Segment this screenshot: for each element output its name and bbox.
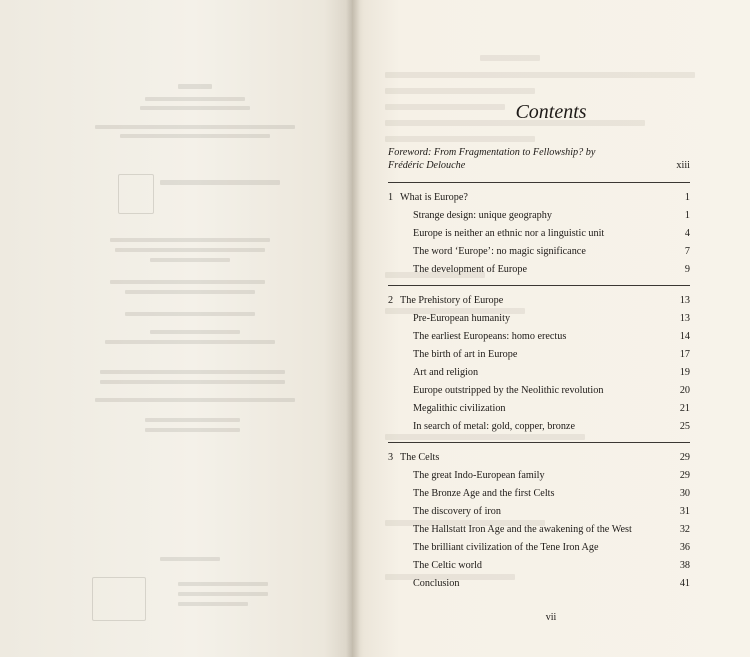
chapter-entry bbox=[388, 292, 694, 310]
show-through-text bbox=[95, 398, 295, 402]
section-title: The word ‘Europe’: no magic significance bbox=[413, 246, 586, 257]
section-page: 19 bbox=[679, 367, 690, 378]
show-through-text bbox=[160, 557, 220, 561]
show-through-text bbox=[385, 136, 535, 142]
table-of-contents bbox=[388, 146, 694, 593]
section-page: 32 bbox=[679, 524, 690, 535]
section-title: The Bronze Age and the first Celts bbox=[413, 488, 555, 499]
show-through-text bbox=[110, 238, 270, 242]
foreword-page: xiii bbox=[676, 160, 690, 171]
section-page: 7 bbox=[684, 246, 690, 257]
section-title: The development of Europe bbox=[413, 264, 528, 275]
show-through-text bbox=[100, 370, 285, 374]
chapter-page: 29 bbox=[679, 452, 690, 463]
section-page: 38 bbox=[679, 560, 690, 571]
chapter-title: What is Europe? bbox=[400, 192, 468, 203]
show-through-text bbox=[145, 428, 240, 432]
show-through-text bbox=[150, 258, 230, 262]
show-through-text bbox=[125, 290, 255, 294]
show-through-text bbox=[385, 72, 695, 78]
section-page: 41 bbox=[679, 578, 690, 589]
divider bbox=[388, 182, 690, 183]
show-through-text bbox=[95, 125, 295, 129]
section-title: The discovery of iron bbox=[413, 506, 501, 517]
divider bbox=[388, 285, 690, 286]
show-through-text bbox=[178, 602, 248, 606]
section-entry bbox=[388, 261, 694, 279]
section-title: Strange design: unique geography bbox=[413, 210, 552, 221]
chapter-title: The Celts bbox=[400, 452, 440, 463]
book-gutter bbox=[346, 0, 360, 657]
show-through-text bbox=[145, 418, 240, 422]
section-title: The birth of art in Europe bbox=[413, 349, 518, 360]
section-entry bbox=[388, 207, 694, 225]
section-page: 14 bbox=[679, 331, 690, 342]
section-entry bbox=[388, 503, 694, 521]
show-through-text bbox=[140, 106, 250, 110]
show-through-text bbox=[105, 340, 275, 344]
section-title: Pre-European humanity bbox=[413, 313, 511, 324]
section-entry bbox=[388, 557, 694, 575]
show-through-logo bbox=[92, 577, 146, 621]
section-page: 1 bbox=[684, 210, 690, 221]
section-title: The brilliant civilization of the Tene Iron Age bbox=[413, 542, 599, 553]
section-page: 21 bbox=[679, 403, 690, 414]
section-entry bbox=[388, 310, 694, 328]
section-entry bbox=[388, 243, 694, 261]
section-title: Europe is neither an ethnic nor a linguistic unit bbox=[413, 228, 605, 239]
section-title: Europe outstripped by the Neolithic revolution bbox=[413, 385, 604, 396]
section-title: The great Indo-European family bbox=[413, 470, 545, 481]
section-entry bbox=[388, 346, 694, 364]
show-through-text bbox=[160, 180, 280, 185]
divider bbox=[388, 442, 690, 443]
show-through-text bbox=[385, 88, 535, 94]
show-through-text bbox=[120, 134, 270, 138]
foreword-title bbox=[388, 146, 595, 172]
section-page: 20 bbox=[679, 385, 690, 396]
show-through-text bbox=[150, 330, 240, 334]
chapter-title: The Prehistory of Europe bbox=[400, 295, 504, 306]
section-entry bbox=[388, 539, 694, 557]
section-entry bbox=[388, 467, 694, 485]
chapter-number: 2 bbox=[388, 295, 394, 306]
chapter-number: 1 bbox=[388, 192, 394, 203]
section-entry bbox=[388, 364, 694, 382]
section-entry bbox=[388, 382, 694, 400]
section-page: 13 bbox=[679, 313, 690, 324]
show-through-text bbox=[115, 248, 265, 252]
show-through-text bbox=[125, 312, 255, 316]
section-page: 17 bbox=[679, 349, 690, 360]
show-through-text bbox=[480, 55, 540, 61]
show-through-text bbox=[178, 592, 268, 596]
chapter-entry bbox=[388, 449, 694, 467]
section-title: The Hallstatt Iron Age and the awakening of the West bbox=[413, 524, 632, 535]
foreword-title-line2: Frédéric Delouche bbox=[388, 160, 466, 171]
section-page: 30 bbox=[679, 488, 690, 499]
section-title: Art and religion bbox=[413, 367, 479, 378]
section-title: The Celtic world bbox=[413, 560, 483, 571]
section-page: 9 bbox=[684, 264, 690, 275]
section-page: 4 bbox=[684, 228, 690, 239]
chapter-entry bbox=[388, 189, 694, 207]
show-through-text bbox=[110, 280, 265, 284]
chapter-number: 3 bbox=[388, 452, 394, 463]
foreword-title-line1: Foreword: From Fragmentation to Fellowship? by bbox=[388, 147, 596, 158]
section-title: The earliest Europeans: homo erectus bbox=[413, 331, 567, 342]
contents-title: Contents bbox=[515, 101, 587, 123]
show-through-text bbox=[100, 380, 285, 384]
chapter-page: 1 bbox=[684, 192, 690, 203]
section-title: Megalithic civilization bbox=[413, 403, 506, 414]
show-through-text bbox=[178, 582, 268, 586]
section-entry bbox=[388, 575, 694, 593]
section-page: 29 bbox=[679, 470, 690, 481]
foreword-entry bbox=[388, 146, 694, 176]
show-through-logo bbox=[118, 174, 154, 214]
section-entry bbox=[388, 400, 694, 418]
page-number: vii bbox=[545, 612, 557, 623]
show-through-text bbox=[178, 84, 212, 89]
section-page: 36 bbox=[679, 542, 690, 553]
section-page: 31 bbox=[679, 506, 690, 517]
section-entry bbox=[388, 328, 694, 346]
section-entry bbox=[388, 418, 694, 436]
show-through-text bbox=[145, 97, 245, 101]
section-title: In search of metal: gold, copper, bronze bbox=[413, 421, 575, 432]
section-title: Conclusion bbox=[413, 578, 460, 589]
section-entry bbox=[388, 225, 694, 243]
section-entry bbox=[388, 485, 694, 503]
chapter-page: 13 bbox=[679, 295, 690, 306]
section-entry bbox=[388, 521, 694, 539]
section-page: 25 bbox=[679, 421, 690, 432]
